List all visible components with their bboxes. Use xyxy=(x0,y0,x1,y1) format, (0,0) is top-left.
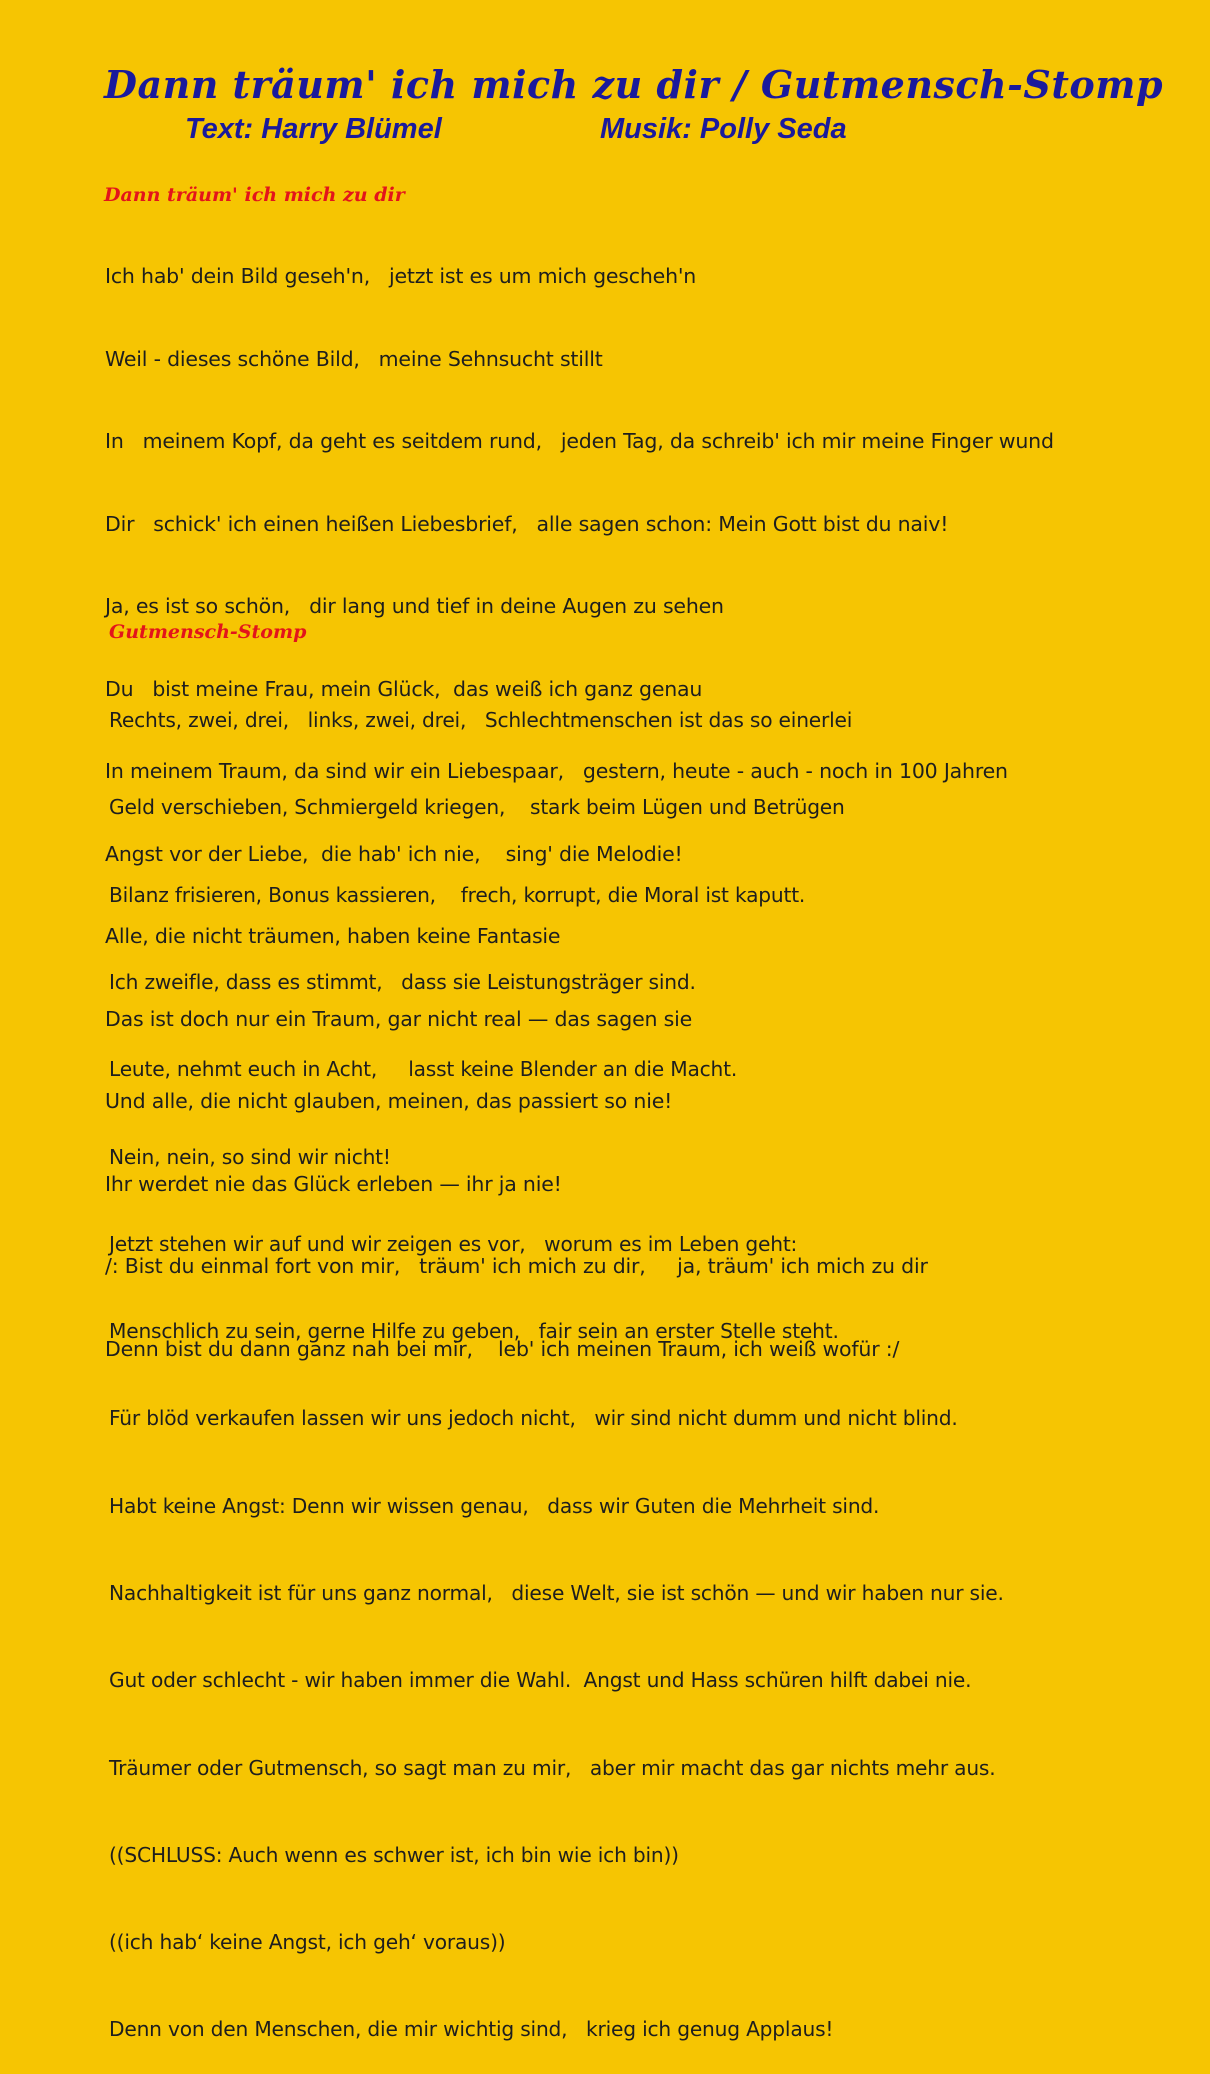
lyric-line: Menschlich zu sein, gerne Hilfe zu geben, fair sein an erster Stelle steht. xyxy=(109,1319,839,1344)
song-title-gutmensch-stomp: Gutmensch-Stomp xyxy=(109,621,307,643)
lyric-line: Du bist meine Frau, mein Glück, das weiß ich ganz genau xyxy=(105,676,703,701)
lyric-line: ((SCHLUSS: Auch wenn es schwer ist, ich bin wie ich bin)) xyxy=(109,1842,679,1867)
lyric-line: Jetzt stehen wir auf und wir zeigen es vor, worum es im Leben geht: xyxy=(109,1231,798,1256)
lyric-line: Habt keine Angst: Denn wir wissen genau, dass wir Guten die Mehrheit sind. xyxy=(109,1493,880,1518)
lyric-line: Dir schick' ich einen heißen Liebesbrief, alle sagen schon: Mein Gott bist du naiv! xyxy=(105,511,949,536)
lyric-line: Das ist doch nur ein Traum, gar nicht real — das sagen sie xyxy=(105,1006,692,1031)
lyric-line: Weil - dieses schöne Bild, meine Sehnsucht stillt xyxy=(105,346,603,371)
lyric-line: Bilanz frisieren, Bonus kassieren, frech, korrupt, die Moral ist kaputt. xyxy=(109,882,806,907)
lyric-line: Rechts, zwei, drei, links, zwei, drei, Schlechtmenschen ist das so einerlei xyxy=(109,708,853,733)
page-title: Dann träum' ich mich zu dir / Gutmensch-Stomp xyxy=(104,62,1164,107)
lyric-line: Denn bist du dann ganz nah bei mir, leb' ich meinen Traum, ich weiß wofür :/ xyxy=(105,1336,900,1361)
lyric-line: Denn von den Menschen, die mir wichtig sind, krieg ich genug Applaus! xyxy=(109,2017,834,2042)
lyrics-gutmensch-stomp xyxy=(109,648,1004,2074)
lyric-line: Und alle, die nicht glauben, meinen, das passiert so nie! xyxy=(105,1089,673,1113)
lyric-line: Geld verschieben, Schmiergeld kriegen, stark beim Lügen und Betrügen xyxy=(109,795,845,820)
lyric-line: Träumer oder Gutmensch, so sagt man zu mir, aber mir macht das gar nichts mehr aus. xyxy=(109,1755,996,1780)
lyric-line: Für blöd verkaufen lassen wir uns jedoch nicht, wir sind nicht dumm und nicht blind. xyxy=(109,1406,958,1431)
lyric-line: Nachhaltigkeit ist für uns ganz normal, diese Welt, sie ist schön — und wir haben nur sie. xyxy=(109,1581,1004,1605)
lyric-line: Leute, nehmt euch in Acht, lasst keine Blender an die Macht. xyxy=(109,1057,738,1082)
song-title-dann-traeum: Dann träum' ich mich zu dir xyxy=(104,184,405,206)
lyric-line: Ihr werdet nie das Glück erleben — ihr ja nie! xyxy=(105,1171,562,1196)
lyric-line: Nein, nein, so sind wir nicht! xyxy=(109,1144,391,1169)
lyric-line: Ich hab' dein Bild geseh'n, jetzt ist es um mich gescheh'n xyxy=(105,264,697,288)
lyric-line: ((ich hab‘ keine Angst, ich geh‘ voraus)) xyxy=(109,1930,506,1955)
lyric-line: In meinem Kopf, da geht es seitdem rund, jeden Tag, da schreib' ich mir meine Finger wund xyxy=(105,429,1054,453)
lyric-line: Ja, es ist so schön, dir lang und tief in deine Augen zu sehen xyxy=(105,594,724,618)
lyric-line: /: Bist du einmal fort von mir, träum' ich mich zu dir, ja, träum' ich mich zu dir xyxy=(105,1254,928,1278)
text-credit: Text: Harry Blümel xyxy=(185,113,442,145)
lyric-line: In meinem Traum, da sind wir ein Liebespaar, gestern, heute - auch - noch in 100 Jahren xyxy=(105,759,1008,783)
music-credit: Musik: Polly Seda xyxy=(600,113,847,145)
lyric-line: Alle, die nicht träumen, haben keine Fantasie xyxy=(105,924,561,948)
lyric-line: Ich zweifle, dass es stimmt, dass sie Leistungsträger sind. xyxy=(109,970,696,995)
lyric-line: Angst vor der Liebe, die hab' ich nie, sing' die Melodie! xyxy=(105,841,683,866)
lyric-line: Gut oder schlecht - wir haben immer die Wahl. Angst und Hass schüren hilft dabei nie. xyxy=(109,1668,972,1693)
